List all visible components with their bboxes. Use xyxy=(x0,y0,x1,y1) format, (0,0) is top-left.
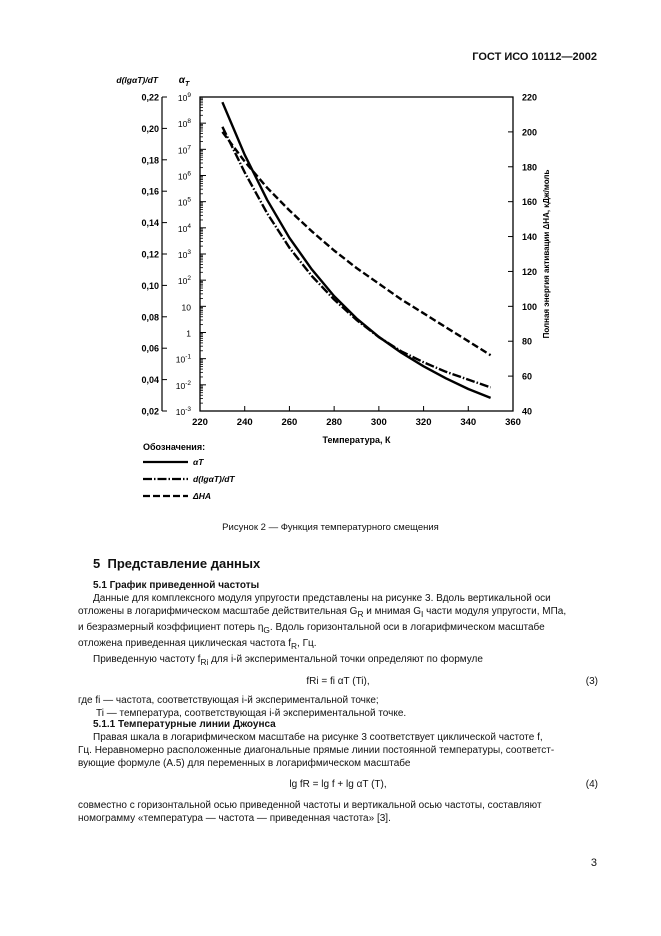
alpha-tick-label: $10^8$ xyxy=(177,118,191,130)
page-number: 3 xyxy=(590,857,597,869)
equation-4: lg fR = lg f + lg αT (T), xyxy=(289,779,387,790)
right-tick-label: 120 xyxy=(522,266,538,277)
left-tick-label: 0,02 xyxy=(141,406,159,417)
left-tick-label: 0,14 xyxy=(141,218,159,229)
paragraph-line: отложены в логарифмическом масштабе действительная $G_R$ и мнимая $G_I$ части модуля упругости, МПа, xyxy=(78,606,567,619)
left-tick-label: 0,04 xyxy=(141,375,159,386)
alpha-tick-label: 10 xyxy=(181,302,191,313)
equation-3: fRi = fi αT (Ti), xyxy=(306,676,370,687)
left-tick-label: 0,06 xyxy=(141,343,159,354)
subsection-5-1 xyxy=(78,579,598,720)
left-tick-label: 0,12 xyxy=(141,249,159,260)
where-line: Ti — температура, соответствующая i-й экспериментальной точке. xyxy=(96,708,407,719)
right-tick-label: 60 xyxy=(522,371,533,382)
x-tick-label: 220 xyxy=(192,417,208,428)
right-tick-label: 140 xyxy=(522,232,538,243)
right-tick-label: 220 xyxy=(522,92,538,103)
left-tick-label: 0,16 xyxy=(141,186,159,197)
left-tick-label: 0,18 xyxy=(141,155,159,166)
legend-label: ΔHA xyxy=(193,491,211,501)
right-tick-label: 180 xyxy=(522,162,538,173)
x-axis-label: Температура, К xyxy=(322,435,391,445)
subsection-5-1-1 xyxy=(78,718,598,825)
right-tick-label: 160 xyxy=(522,197,538,208)
alpha-tick-label: $10^{-1}$ xyxy=(175,353,191,365)
subsection-5-1-1-heading: 5.1.1 Температурные линии Джоунса xyxy=(93,719,276,730)
alpha-tick-label: $10^{-3}$ xyxy=(175,406,191,417)
x-tick-label: 340 xyxy=(460,417,477,428)
left-tick-label: 0,08 xyxy=(141,312,159,323)
legend-label: d(lgαT)/dT xyxy=(193,474,235,484)
figure-caption: Рисунок 2 — Функция температурного смещения xyxy=(222,522,439,533)
equation-3-row xyxy=(78,675,598,688)
right-tick-label: 100 xyxy=(522,301,538,312)
alpha-tick-label: 1 xyxy=(186,328,191,339)
x-tick-label: 360 xyxy=(505,417,521,428)
paragraph-line: Правая шкала в логарифмическом масштабе на рисунке 3 соответствует циклической частоте f, xyxy=(93,732,543,743)
paragraph-line: Приведенную частоту $f_{Ri}$ для i-й экспериментальной точки определяют по формуле xyxy=(93,654,483,667)
alpha-tick-label: $10^5$ xyxy=(177,196,191,208)
series-line-dashed xyxy=(222,132,490,355)
alpha-tick-label: $10^2$ xyxy=(177,275,191,287)
equation-4-row xyxy=(78,778,598,791)
left-axis-label: d(lgαT)/dT xyxy=(116,75,158,85)
paragraph-line: Данные для комплексного модуля упругости представлены на рисунке 3. Вдоль вертикальной оси xyxy=(93,593,551,604)
x-tick-label: 280 xyxy=(326,417,343,428)
paragraph-line: Гц. Неравномерно расположенные диагональные прямые линии постоянной температуры, соответст- xyxy=(78,745,555,756)
legend-title: Обозначения: xyxy=(143,442,206,452)
plot-frame xyxy=(200,97,513,411)
paragraph-line: вующие формуле (А.5) для переменных в логарифмическом масштабе xyxy=(78,758,411,769)
x-tick-label: 240 xyxy=(236,417,253,428)
alpha-tick-label: $10^3$ xyxy=(177,249,191,260)
section-heading xyxy=(93,556,260,571)
alpha-tick-label: $10^{-2}$ xyxy=(175,379,191,391)
series-line-solid xyxy=(222,102,490,398)
paragraph-line: номограмму «температура — частота — приведенная частота» [3]. xyxy=(78,813,391,824)
alpha-axis-label: $\alpha_T$ xyxy=(178,75,190,88)
paragraph-line: и безразмерный коэффициент потерь $\eta_G$. Вдоль горизонтальной оси в логарифмическом масштабе xyxy=(78,622,545,635)
subsection-5-1-heading: 5.1 График приведенной частоты xyxy=(93,580,260,591)
x-tick-label: 300 xyxy=(370,417,387,428)
left-tick-label: 0,20 xyxy=(141,123,159,134)
where-line: где fi — частота, соответствующая i-й экспериментальной точке; xyxy=(78,695,379,706)
x-tick-label: 260 xyxy=(281,417,298,428)
paragraph-line: совместно с горизонтальной осью приведенной частоты и вертикальной осью частоты, составляют xyxy=(78,800,542,811)
right-tick-label: 200 xyxy=(522,127,538,138)
right-tick-label: 40 xyxy=(522,406,533,417)
document-code: ГОСТ ИСО 10112—2002 xyxy=(472,51,597,63)
alpha-tick-label: $10^4$ xyxy=(177,222,191,234)
left-tick-label: 0,22 xyxy=(141,92,159,103)
legend-label: αT xyxy=(193,457,204,467)
x-tick-label: 320 xyxy=(415,417,432,428)
left-tick-label: 0,10 xyxy=(141,280,159,291)
right-axis-label: Полная энергия активации ΔHA, кДж/моль xyxy=(542,169,551,339)
section-title: Представление данных xyxy=(107,556,261,571)
equation-4-number: (4) xyxy=(585,779,598,790)
alpha-tick-label: $10^6$ xyxy=(177,170,191,182)
alpha-tick-label: $10^7$ xyxy=(177,144,191,156)
paragraph-line: отложена приведенная циклическая частота $f_R$, Гц. xyxy=(78,638,317,651)
series-line-dash-dot xyxy=(222,127,490,388)
section-number: 5 xyxy=(93,556,101,571)
equation-3-number: (3) xyxy=(585,676,598,687)
right-tick-label: 80 xyxy=(522,336,533,347)
alpha-tick-label: $10^9$ xyxy=(177,92,191,103)
